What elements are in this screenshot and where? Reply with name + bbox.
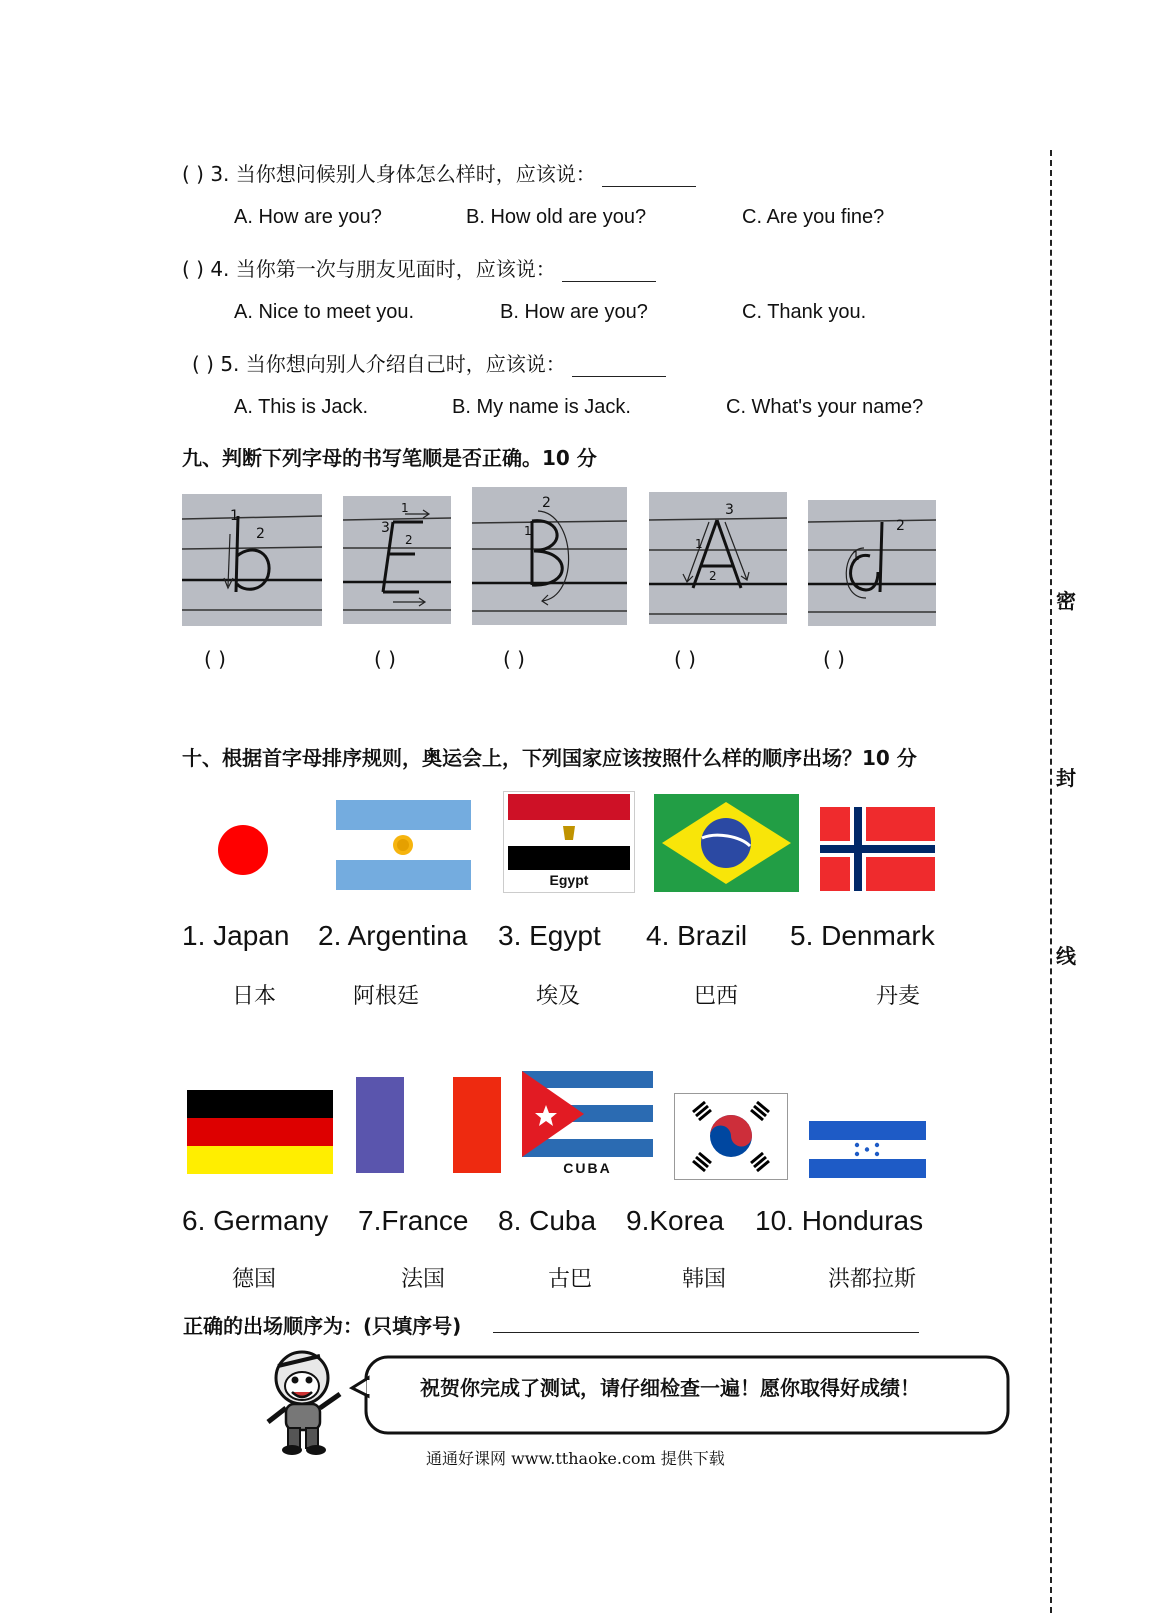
option-a: A. How are you? [234,206,382,228]
answer-blank[interactable] [562,263,656,282]
country-cn-egypt: 埃及 [536,984,581,1009]
stroke-number: 2 [542,495,551,511]
stroke-number: 1 [852,549,860,563]
country-cn-brazil: 巴西 [694,984,739,1009]
stroke-number: 1 [524,524,532,538]
option-b: B. How are you? [500,301,648,323]
eagle-icon [563,826,575,840]
country-name-japan: 1. Japan [182,920,290,951]
side-label-feng: 封 [1056,766,1076,790]
question-5 [192,348,666,377]
germany-flag [187,1090,333,1174]
country-name-denmark: 5. Denmark [790,920,935,951]
country-cn-france: 法国 [401,1267,446,1292]
answer-blank[interactable] [602,168,696,187]
country-name-egypt: 3. Egypt [498,920,601,951]
letter-d-photo [808,500,936,626]
country-cn-argentina: 阿根廷 [353,984,420,1009]
option-a: A. Nice to meet you. [234,301,415,323]
argentina-flag [336,800,471,890]
country-name-france: 7.France [358,1205,469,1236]
question-stem: 5. 当你想向别人介绍自己时，应该说： [220,352,566,376]
cuba-flag [522,1071,653,1179]
speech-bubble [348,1354,1012,1436]
monkey-mascot-image [256,1344,352,1456]
country-cn-japan: 日本 [232,984,277,1009]
brazil-flag [654,794,799,892]
country-name-germany: 6. Germany [182,1205,329,1236]
stroke-number: 2 [405,533,413,547]
question-3 [182,158,696,187]
option-b: B. My name is Jack. [452,396,631,418]
answer-paren-b[interactable]: ( ) [204,647,226,671]
handwriting-capital-b-image [472,487,627,625]
egypt-flag [503,791,635,893]
answer-label: 正确的出场顺序为：(只填序号) [183,1314,462,1338]
stroke-number: 1 [695,537,703,551]
option-b: B. How old are you? [466,206,647,228]
country-name-honduras: 10. Honduras [755,1205,924,1236]
honduras-flag [809,1121,926,1178]
country-cn-denmark: 丹麦 [876,984,921,1009]
country-cn-cuba: 古巴 [548,1267,593,1292]
answer-paren-a[interactable]: ( ) [674,647,696,671]
handwriting-b-image [182,494,322,626]
question-stem: 4. 当你第一次与朋友见面时，应该说： [210,257,556,281]
letter-b-photo [182,494,322,626]
answer-paren-e[interactable]: ( ) [374,647,396,671]
sun-disc-icon [218,825,268,875]
stroke-number: 1 [230,508,239,524]
answer-blank[interactable] [572,358,666,377]
question-4 [182,253,656,282]
denmark-flag [820,807,935,891]
option-a: A. This is Jack. [234,396,369,418]
cuba-label: CUBA [563,1160,612,1176]
france-flag [356,1077,501,1173]
country-cn-honduras: 洪都拉斯 [828,1267,917,1292]
question-stem: 3. 当你想问候别人身体怎么样时，应该说： [210,162,596,186]
handwriting-e-image [343,496,451,624]
side-label-xian: 线 [1056,944,1076,968]
side-label-mi: 密 [1056,589,1076,613]
stroke-number: 1 [401,501,409,515]
answer-paren-d[interactable]: ( ) [823,647,845,671]
option-c: C. Thank you. [742,301,867,323]
handwriting-a-image [649,492,787,624]
handwriting-d-image [808,500,936,626]
section-9-title: 九、判断下列字母的书写笔顺是否正确。10 分 [182,446,597,470]
country-name-korea: 9.Korea [626,1205,725,1236]
letter-e-photo [343,496,451,624]
footer-text: 通通好课网 www.tthaoke.com 提供下载 [426,1449,725,1468]
binding-dashed-line [1050,150,1052,1613]
option-c: C. What's your name? [726,396,924,418]
answer-paren[interactable]: ( ) [182,162,204,186]
stroke-number: 2 [709,569,717,583]
stroke-number: 2 [896,518,905,534]
answer-paren-capital-b[interactable]: ( ) [503,647,525,671]
stroke-number: 2 [256,526,265,542]
japan-flag [194,796,292,904]
country-cn-korea: 韩国 [682,1267,727,1292]
option-c: C. Are you fine? [742,206,885,228]
answer-paren[interactable]: ( ) [192,352,214,376]
section-10-title: 十、根据首字母排序规则，奥运会上，下列国家应该按照什么样的顺序出场？10 分 [182,746,917,770]
country-name-brazil: 4. Brazil [646,920,748,951]
globe-icon [701,818,751,868]
country-name-argentina: 2. Argentina [318,920,468,951]
country-cn-germany: 德国 [232,1267,277,1292]
letter-a-photo [649,492,787,624]
letter-capital-b-photo [472,487,627,625]
stroke-number: 3 [725,502,734,518]
answer-line[interactable] [493,1332,919,1333]
egypt-label: Egypt [549,872,589,888]
country-name-cuba: 8. Cuba [498,1205,597,1236]
stroke-number: 3 [381,520,390,536]
answer-paren[interactable]: ( ) [182,257,204,281]
korea-flag [674,1093,788,1180]
bubble-text: 祝贺你完成了测试，请仔细检查一遍！愿你取得好成绩！ [420,1376,920,1400]
